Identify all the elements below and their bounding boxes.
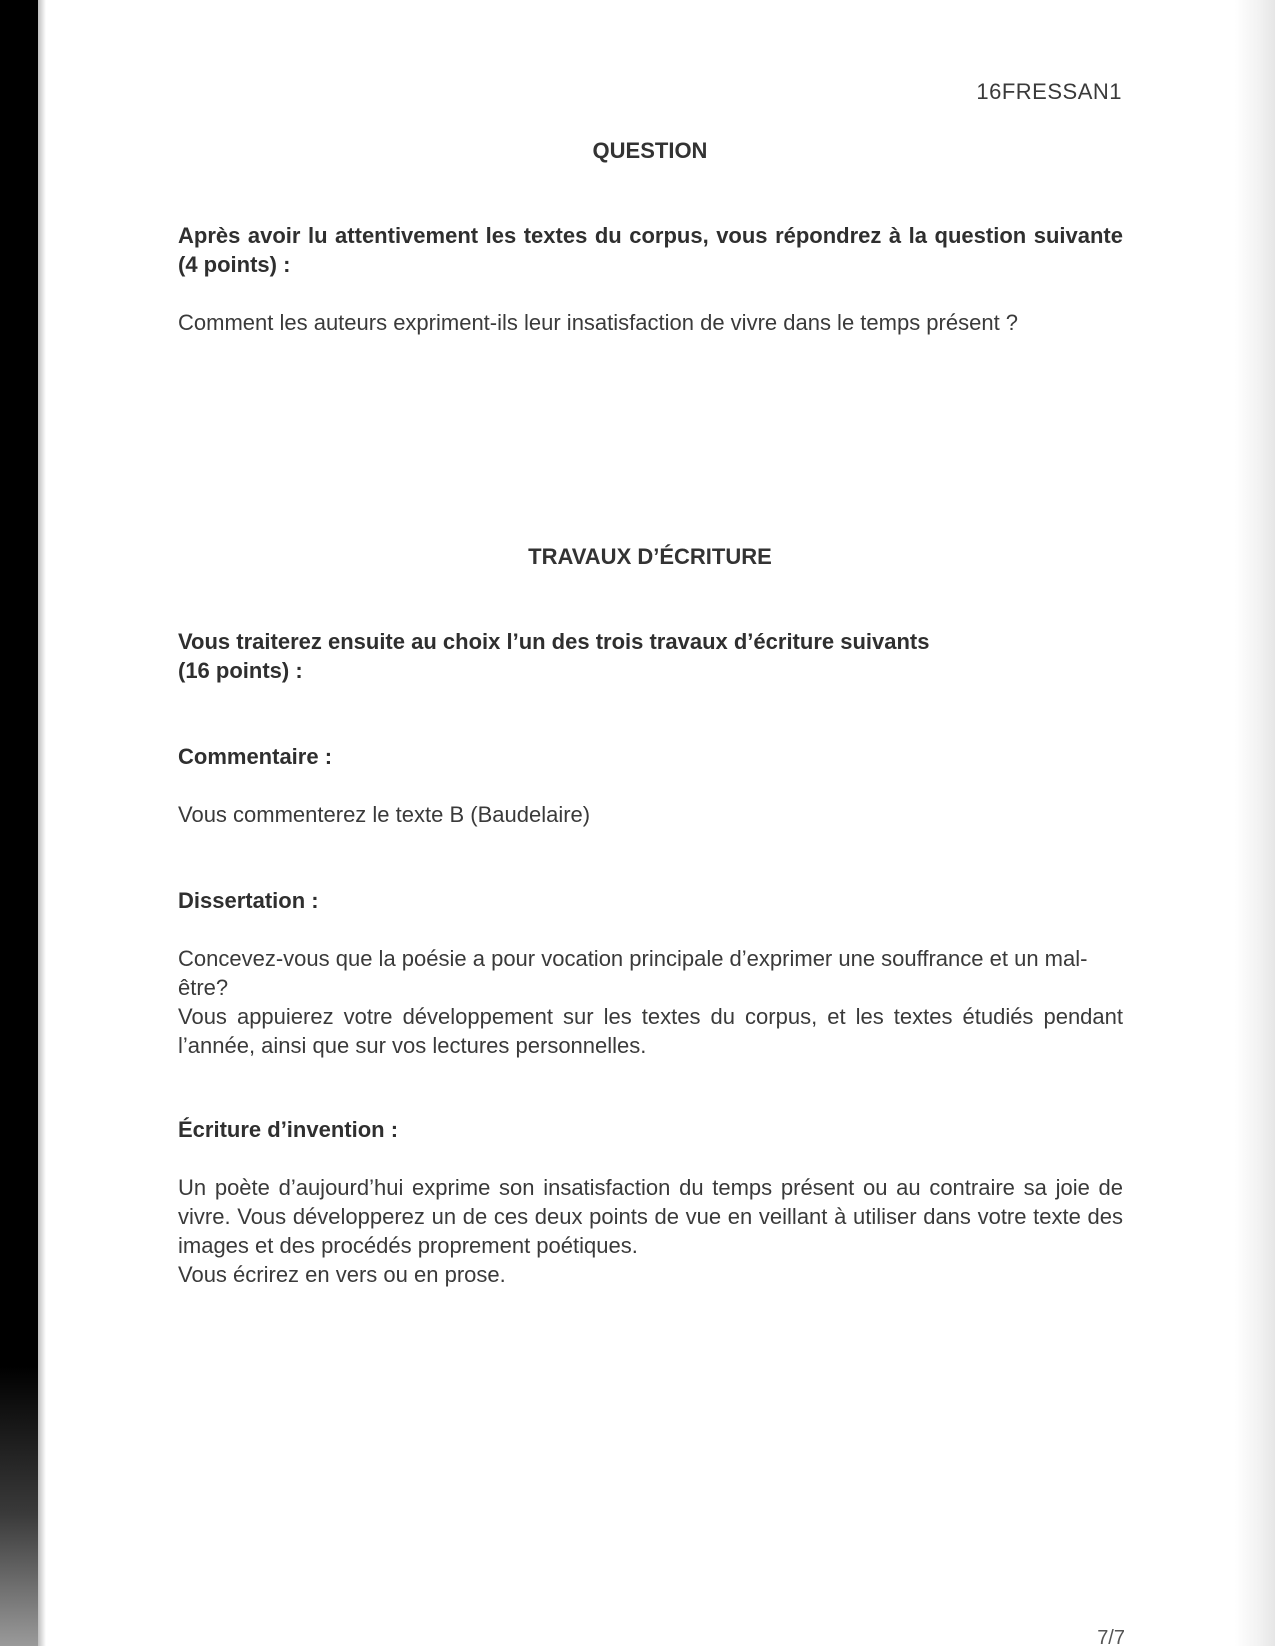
question-instruction: Après avoir lu attentivement les textes du corpus, vous répondrez à la question suivante (4 points) :: [178, 223, 1123, 277]
question-section-title: QUESTION: [592, 138, 708, 163]
question-text: Comment les auteurs expriment-ils leur insatisfaction de vivre dans le temps présent ?: [178, 310, 1019, 335]
scan-left-edge: [0, 0, 38, 1646]
commentaire-heading: Commentaire :: [178, 744, 333, 769]
dissertation-heading: Dissertation :: [178, 888, 319, 913]
dissertation-text-2: Vous appuierez votre développement sur les textes du corpus, et les textes étudiés pendant l’année, ainsi que sur vos lectures personnelles.: [178, 1004, 1123, 1058]
writing-section-title: TRAVAUX D’ÉCRITURE: [528, 544, 772, 569]
scan-left-shadow: [38, 0, 46, 1646]
dissertation-text-1: Concevez-vous que la poésie a pour vocation principale d’exprimer une souffrance et un mal-être?: [178, 946, 1088, 1000]
reference-code: 16FRESSAN1: [976, 79, 1122, 104]
invention-heading: Écriture d’invention :: [178, 1117, 399, 1142]
writing-instruction-line-2: (16 points) :: [178, 658, 303, 683]
commentaire-text: Vous commenterez le texte B (Baudelaire): [178, 802, 591, 827]
invention-text-1: Un poète d’aujourd’hui exprime son insatisfaction du temps présent ou au contraire sa joie de vivre. Vous développerez un de ces deux points de vue en veillant à utiliser dans votre texte des images et des procédés proprement poétiques.: [178, 1175, 1123, 1258]
writing-instruction: [178, 627, 1123, 685]
page-number: 7/7: [1097, 1627, 1125, 1649]
writing-instruction-line-1: Vous traiterez ensuite au choix l’un des trois travaux d’écriture suivants: [178, 629, 930, 654]
invention-text-2: Vous écrirez en vers ou en prose.: [178, 1262, 506, 1287]
scan-right-edge: [1235, 0, 1275, 1646]
